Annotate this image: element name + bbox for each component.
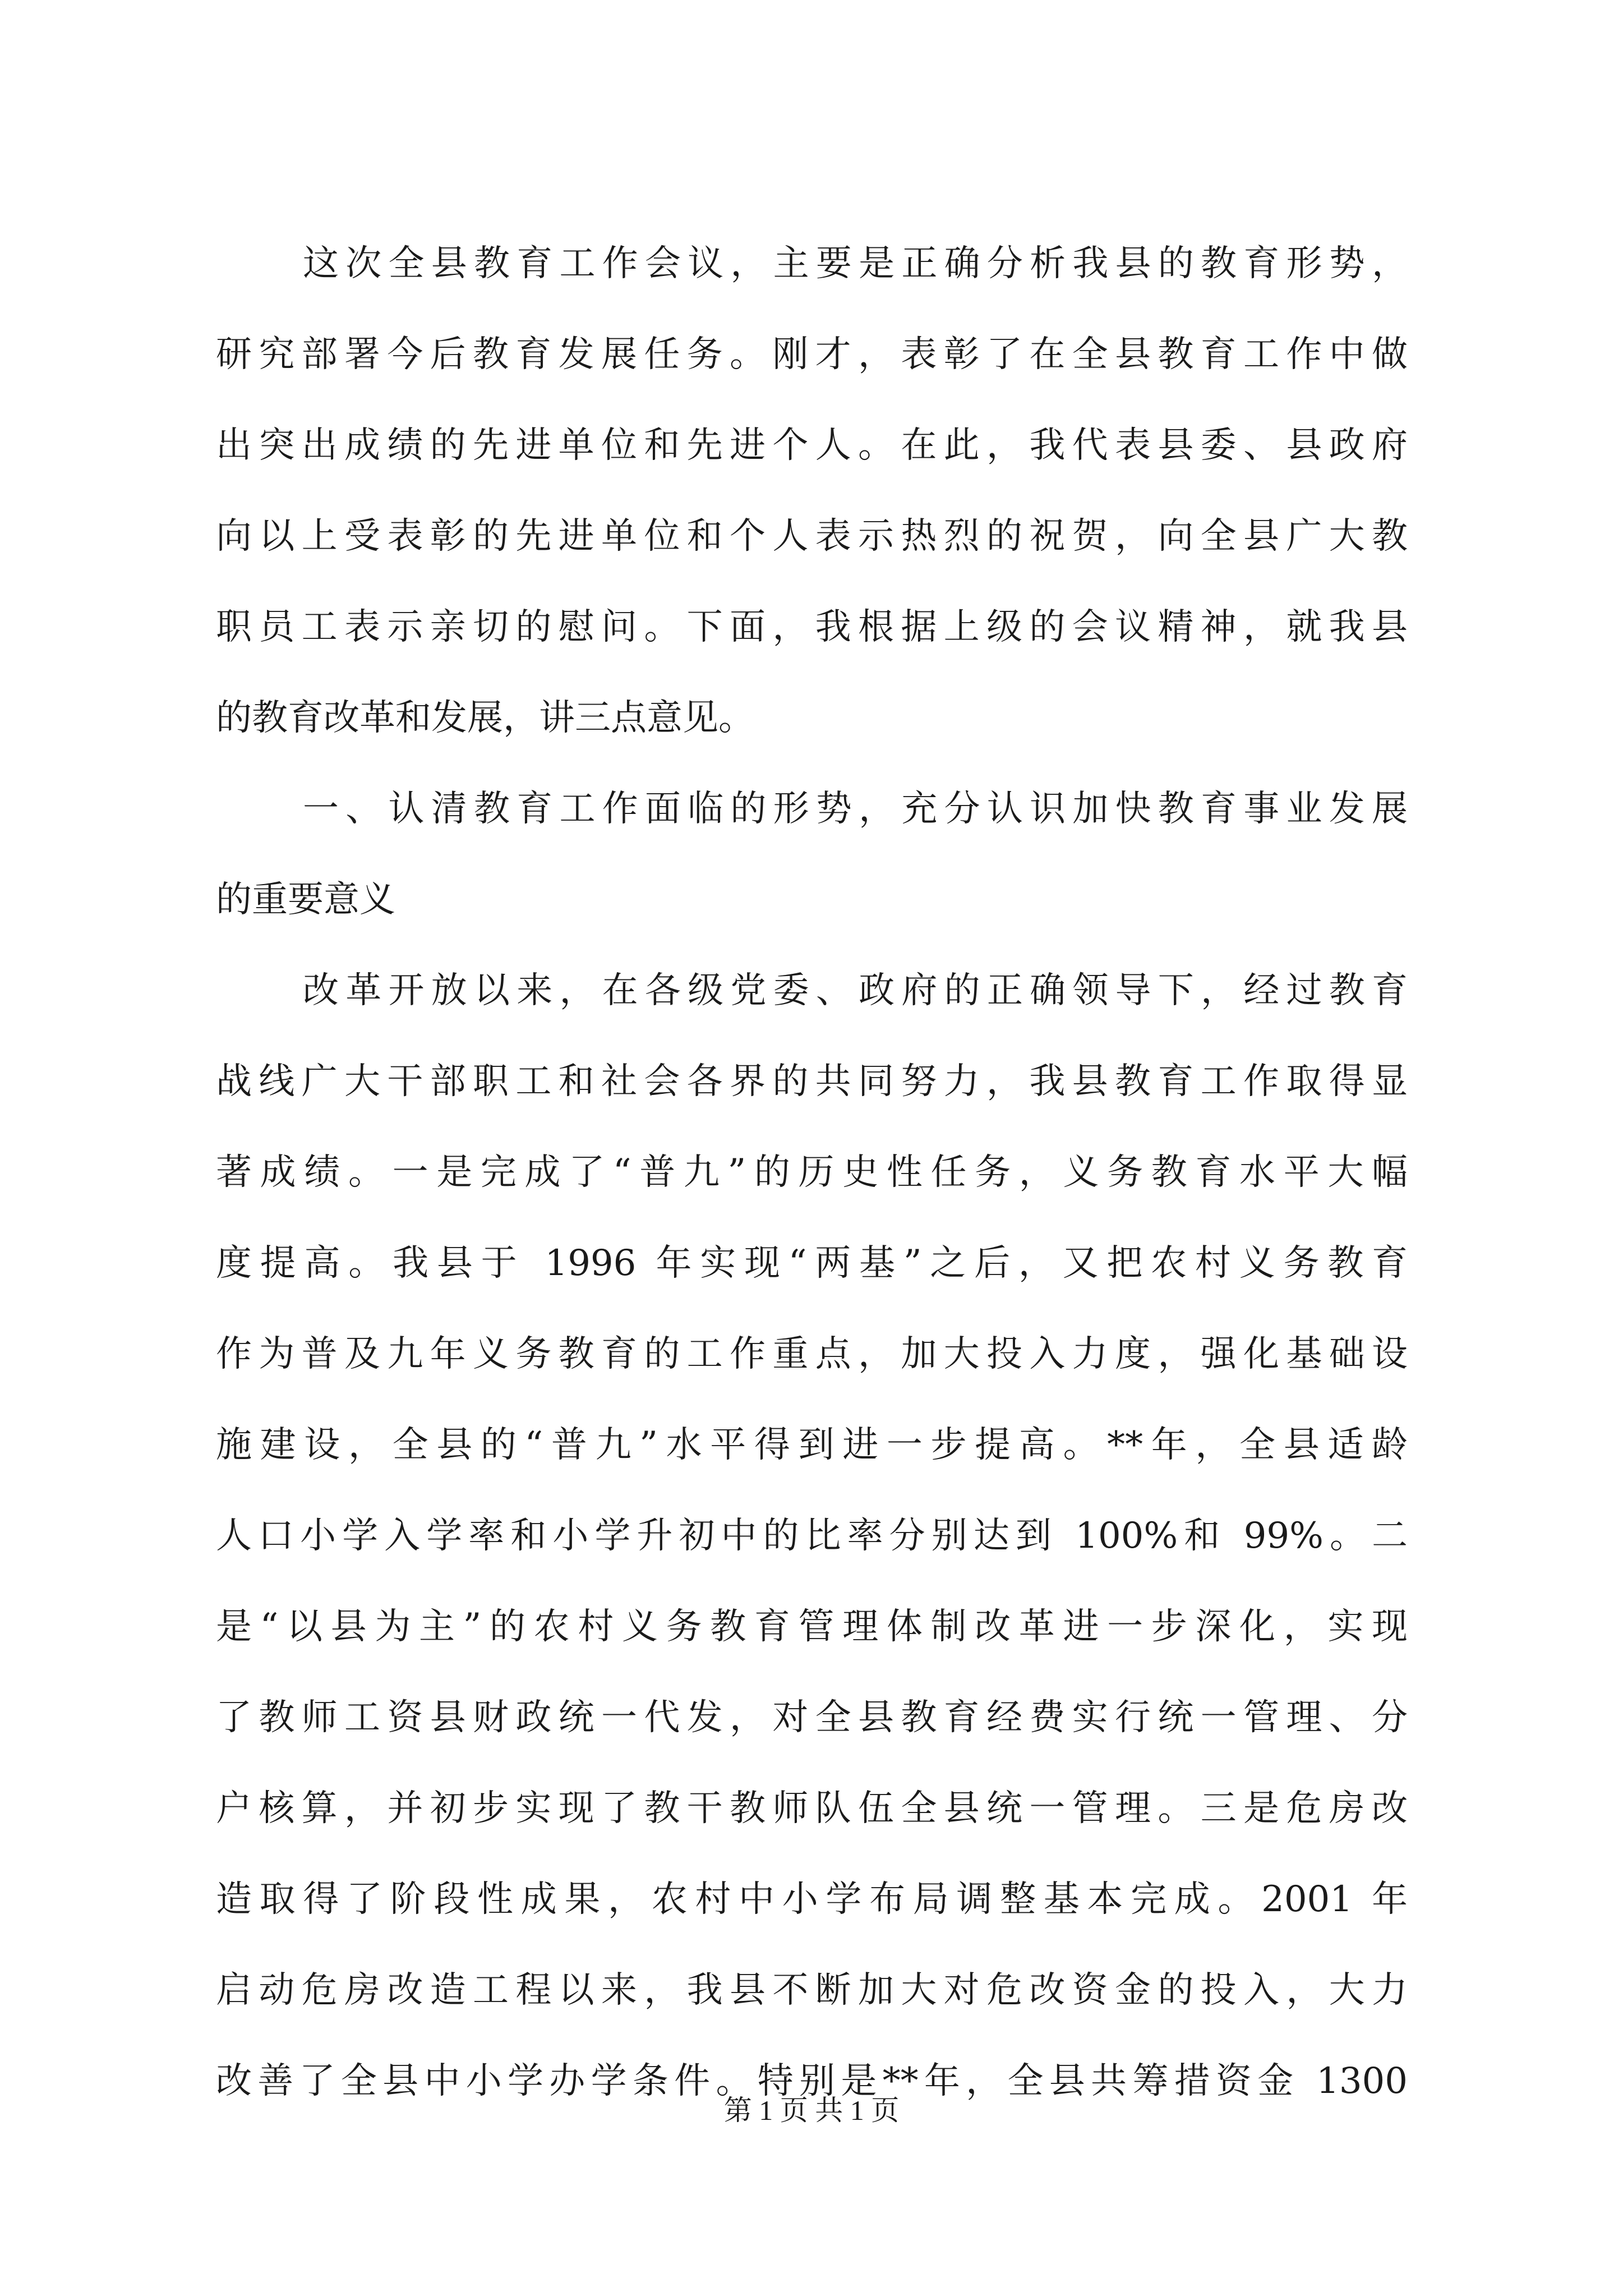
text-line: 职员工表示亲切的慰问。下面，我根据上级的会议精神，就我县 — [216, 606, 1408, 648]
text-line: 改革开放以来，在各级党委、政府的正确领导下，经过教育 — [303, 970, 1408, 1011]
text-line: 改善了全县中小学办学条件。特别是**年，全县共筹措资金 1300 — [216, 2060, 1408, 2102]
text-line: 户核算，并初步实现了教干教师队伍全县统一管理。三是危房改 — [216, 1788, 1408, 1829]
text-line: 这次全县教育工作会议，主要是正确分析我县的教育形势， — [303, 243, 1408, 284]
text-line: 作为普及九年义务教育的工作重点，加大投入力度，强化基础设 — [216, 1333, 1408, 1375]
text-line: 著成绩。一是完成了“普九”的历史性任务，义务教育水平大幅 — [216, 1152, 1408, 1193]
text-line: 出突出成绩的先进单位和先进个人。在此，我代表县委、县政府 — [216, 425, 1408, 466]
text-line: 向以上受表彰的先进单位和个人表示热烈的祝贺，向全县广大教 — [216, 516, 1408, 557]
section-heading-continued: 的重要意义 — [216, 879, 395, 921]
text-line: 人口小学入学率和小学升初中的比率分别达到 100%和 99%。二 — [216, 1515, 1408, 1557]
text-line: 战线广大干部职工和社会各界的共同努力，我县教育工作取得显 — [216, 1061, 1408, 1102]
text-line: 启动危房改造工程以来，我县不断加大对危改资金的投入，大力 — [216, 1970, 1408, 2011]
section-heading: 一、认清教育工作面临的形势，充分认识加快教育事业发展 — [303, 788, 1408, 830]
text-line: 的教育改革和发展，讲三点意见。 — [216, 697, 754, 739]
text-line: 是“以县为主”的农村义务教育管理体制改革进一步深化，实现 — [216, 1606, 1408, 1648]
text-line: 了教师工资县财政统一代发，对全县教育经费实行统一管理、分 — [216, 1697, 1408, 1738]
page-number-footer: 第 1 页 共 1 页 — [723, 2095, 900, 2126]
text-line: 施建设，全县的“普九”水平得到进一步提高。**年，全县适龄 — [216, 1424, 1408, 1466]
text-line: 研究部署今后教育发展任务。刚才，表彰了在全县教育工作中做 — [216, 334, 1408, 375]
text-line: 度提高。我县于 1996 年实现“两基”之后，又把农村义务教育 — [216, 1243, 1408, 1284]
text-line: 造取得了阶段性成果，农村中小学布局调整基本完成。2001 年 — [216, 1879, 1408, 1920]
